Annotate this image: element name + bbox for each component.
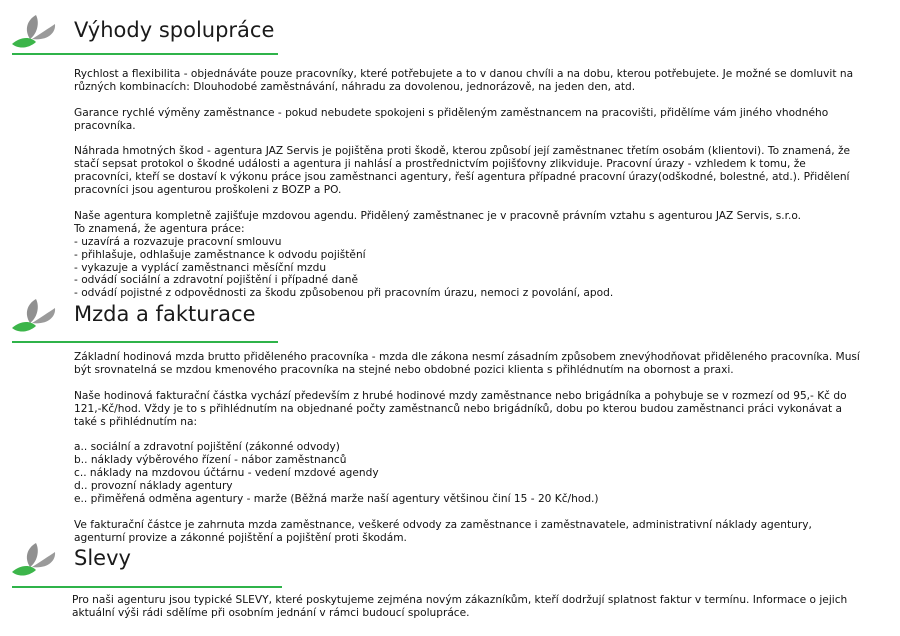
paragraph: Rychlost a flexibilita - objednáváte pouze pracovníky, které potřebujete a to v danou chvíli a na dobu, kterou potřebujete. Je možné se domluvit na různých kombinacích: Dlouhodobé zaměstnávání, náhradu za dovolenou, jednorázově, na jeden den, atd. xyxy=(74,68,854,93)
section-header-mzda xyxy=(0,296,290,342)
section-header-vyhody xyxy=(0,12,290,58)
section-header-slevy xyxy=(0,540,290,586)
list-item: e.. přiměřená odměna agentury - marže (Běžná marže naší agentury většinou činí 15 - 20 Kč/hod.) xyxy=(74,492,599,505)
paragraph: Garance rychlé výměny zaměstnance - pokud nebudete spokojeni s přiděleným zaměstnancem na pracovišti, přidělíme vám jiného vhodného pracovníka. xyxy=(74,106,829,132)
section-title: Slevy xyxy=(74,546,131,570)
section-divider xyxy=(12,53,278,55)
list-item: d.. provozní náklady agentury xyxy=(74,480,233,493)
section-divider xyxy=(12,341,278,343)
paragraph: Naše hodinová fakturační částka vychází především z hrubé hodinové mzdy zaměstnance nebo brigádníka a pohybuje se v rozmezí od 95,- Kč do 121,-Kč/hod. Vždy je to s přihlédnutím na objednané počty zaměstnanců nebo brigádníků, dobu po kterou budou zaměstnanci práci vykonávat a také s přihlédnutím na: xyxy=(74,389,847,428)
list-item: c.. náklady na mzdovou účtárnu - vedení mzdové agendy xyxy=(74,467,379,480)
section-body-slevy xyxy=(72,594,862,620)
paragraph: Naše agentura kompletně zajišťuje mzdovou agendu. Přidělený zaměstnanec je v pracovně právním vztahu s agenturou JAZ Servis, s.r.o. xyxy=(74,209,802,222)
leaf-logo-icon xyxy=(10,12,66,56)
list-item: a.. sociální a zdravotní pojištění (zákonné odvody) xyxy=(74,441,340,454)
list-item: - odvádí pojistné z odpovědnosti za škodu způsobenou při pracovním úrazu, nemoci z povolání, apod. xyxy=(74,287,614,300)
list-item: - vykazuje a vyplácí zaměstnanci měsíční mzdu xyxy=(74,261,327,274)
leaf-logo-icon xyxy=(10,540,66,584)
section-title: Mzda a fakturace xyxy=(74,302,256,326)
paragraph: Pro naši agenturu jsou typické SLEVY, které poskytujeme zejména novým zákazníkům, kteří dodržují splatnost faktur v termínu. Informace o jejich aktuální výši rádi sdělíme při osobním jednání v rámci budoucí spolupráce. xyxy=(72,594,848,619)
list-intro: To znamená, že agentura práce: xyxy=(74,222,245,235)
section-title: Výhody spolupráce xyxy=(74,18,275,42)
section-body-vyhody xyxy=(74,68,864,300)
paragraph: Náhrada hmotných škod - agentura JAZ Servis je pojištěna proti škodě, kterou způsobí její zaměstnanec třetím osobám (klientovi). To znamená, že stačí sepsat protokol o škodné události a agentura ji nahlásí a prostřednictvím pojišťovny zlikviduje. Pracovní úrazy - vzhledem k tomu, že pracovníci, kteří se dostaví k výkonu práce jsou zaměstnanci agentury, řeší agentura případné pracovní úrazy(odškodné, bolestné, atd.). Přidělení pracovníci jsou agenturou proškoleni z BOZP a PO. xyxy=(74,145,851,197)
section-divider xyxy=(12,586,282,588)
list-item: - přihlašuje, odhlašuje zaměstnance k odvodu pojištění xyxy=(74,248,366,261)
list-item: b.. náklady výběrového řízení - nábor zaměstnanců xyxy=(74,454,347,467)
paragraph: Základní hodinová mzda brutto přiděleného pracovníka - mzda dle zákona nesmí zásadním způsobem znevýhodňovat přiděleného pracovníka. Musí být srovnatelná se mzdou kmenového pracovníka na stejné nebo obdobné pozici klienta s přihlédnutím na obornost a praxi. xyxy=(74,351,860,376)
leaf-logo-icon xyxy=(10,296,66,340)
list-item: - uzavírá a rozvazuje pracovní smlouvu xyxy=(74,235,282,248)
paragraph: Ve fakturační částce je zahrnuta mzda zaměstnance, veškeré odvody za zaměstnance i zaměstnavatele, administrativní náklady agentury, agenturní provize a zákonné pojištění a pojištění proti škodám. xyxy=(74,518,812,544)
list-item: - odvádí sociální a zdravotní pojištění i případné daně xyxy=(74,274,358,287)
section-body-mzda xyxy=(74,351,864,545)
